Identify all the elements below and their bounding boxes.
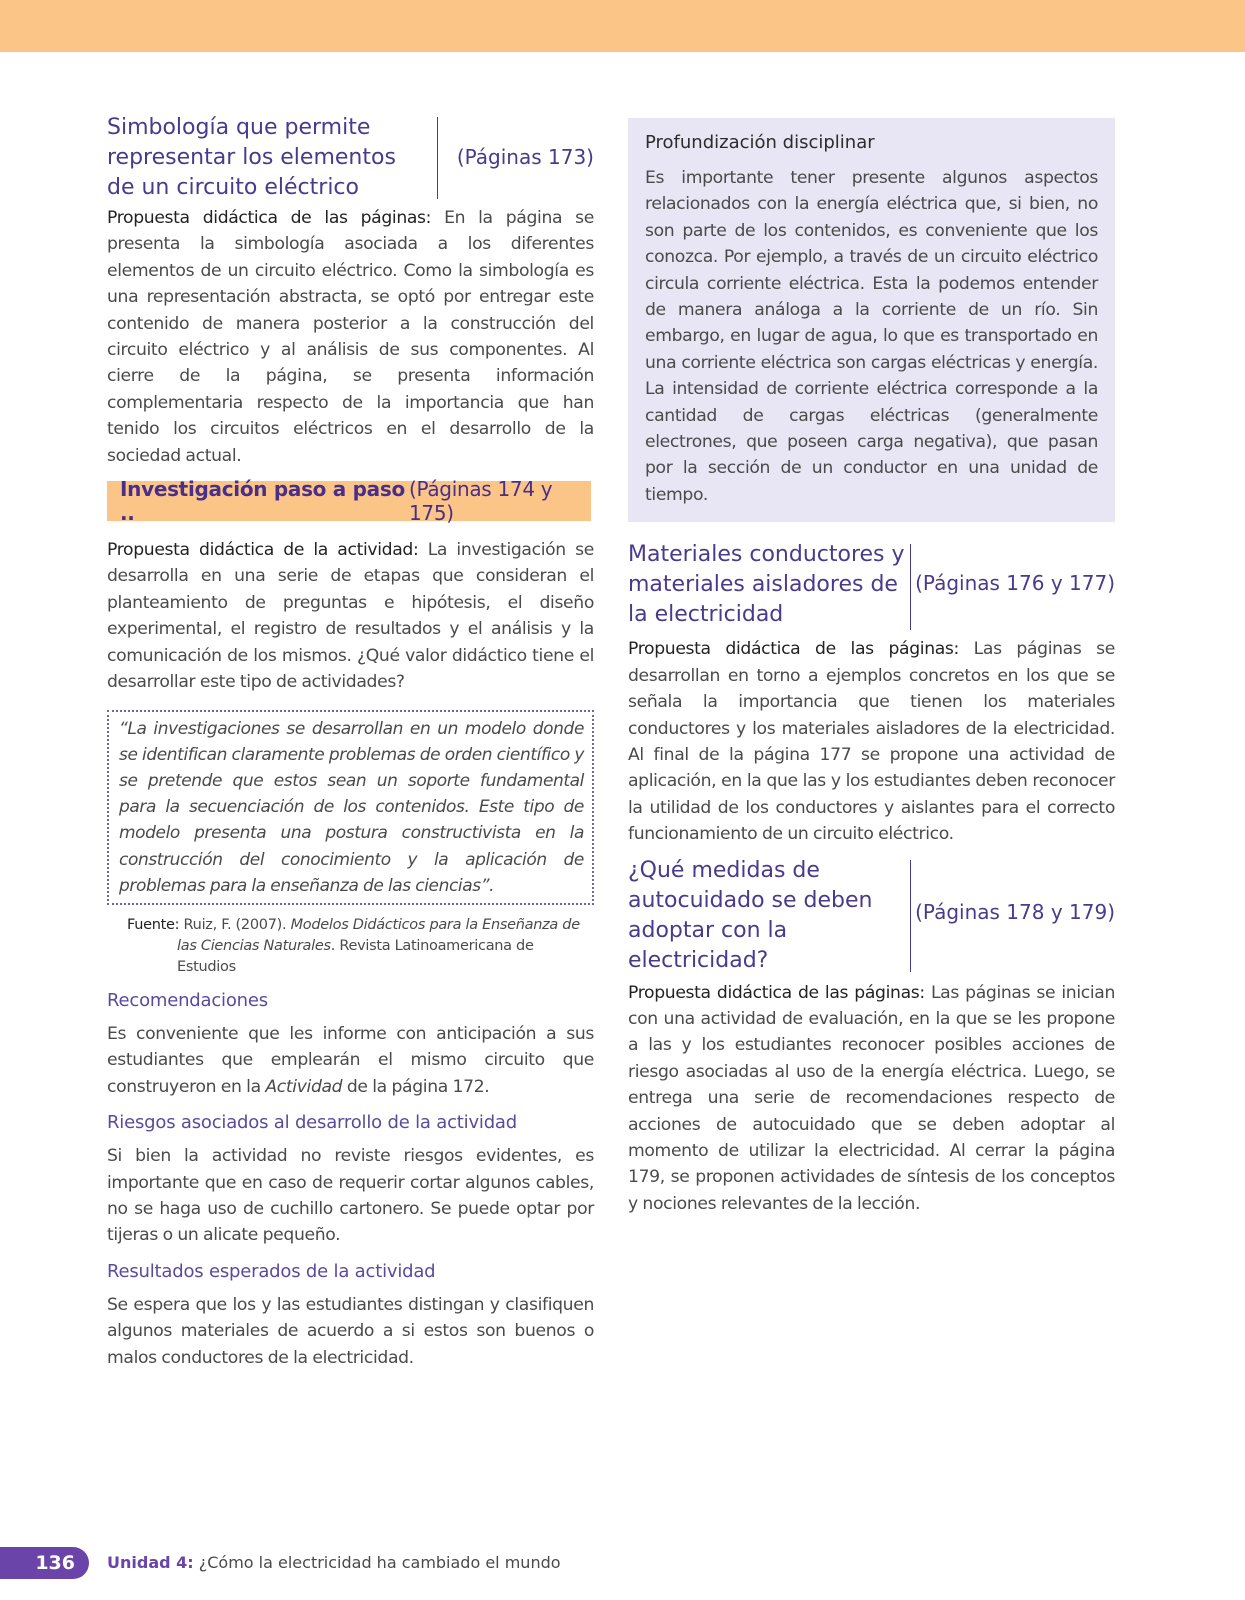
recommendations-heading: Recomendaciones — [107, 989, 268, 1011]
paragraph-text-end: de la página 172. — [342, 1076, 490, 1097]
header-divider — [437, 117, 438, 199]
results-heading: Resultados esperados de la actividad — [107, 1260, 436, 1282]
source-rest: . Revista Latinoamericana de Estudios — [177, 937, 534, 975]
right-column — [628, 118, 1115, 1217]
investigation-title: Investigación paso a paso .. — [120, 477, 405, 526]
selfcare-paragraph — [628, 980, 1115, 1218]
paragraph-text: La investigación se desarrolla en una serie de etapas que consideran el planteamiento de preguntas e hipótesis, el diseño experimental, el registro de resultados y el análisis y la comunicación de los mismos. ¿Qué valor didáctico tiene el desarrollar este tipo de actividades? — [107, 540, 594, 693]
quote-source — [107, 915, 594, 978]
section-title: Materiales conductores y materiales aisladores de la electricidad — [628, 542, 905, 628]
quote-text: “La investigaciones se desarrollan en un modelo donde se identifican claramente problemas de orden científico y se pretende que estos sean un soporte fundamental para la secuenciación de los contenidos. Este tipo de modelo presenta una postura constructivista en la construcción del conocimiento y la aplicación de problemas para la enseñanza de las ciencias”. — [119, 718, 584, 896]
paragraph-text: En la página se presenta la simbología asociada a los diferentes elementos de un circuito eléctrico. Como la simbología es una representación abstracta, se optó por entregar este contenido de manera posterior a la construcción del circuito eléctrico y al análisis de sus componentes. Al cierre de la página, se presenta información complementaria respecto de la importancia que han tenido los circuitos eléctricos en el desarrollo de la sociedad actual. — [107, 208, 594, 466]
investigation-pages: (Páginas 174 y 175) — [408, 477, 553, 526]
section-title: ¿Qué medidas de autocuidado se deben adoptar con la electricidad? — [628, 857, 873, 973]
unit-title: ¿Cómo la electricidad ha cambiado el mundo — [193, 1553, 561, 1572]
section-pages: (Páginas 178 y 179) — [915, 899, 1115, 924]
risks-paragraph: Si bien la actividad no reviste riesgos evidentes, es importante que en caso de requerir cortar algunos cables, no se haga uso de cuchillo cartonero. Se puede optar por tijeras o un alicate pequeño. — [107, 1146, 594, 1246]
paragraph-lead: Propuesta didáctica de las páginas: — [628, 639, 959, 660]
results-paragraph: Se espera que los y las estudiantes distingan y clasifiquen algunos materiales de acuerdo a si estos son buenos o malos conductores de la electricidad. — [107, 1294, 594, 1368]
investigation-banner — [107, 477, 591, 526]
recommendations-paragraph — [107, 1021, 594, 1100]
box-paragraph: Es importante tener presente algunos aspectos relacionados con la energía eléctrica que, si bien, no son parte de los contenidos, es conveniente que los conozca. Por ejemplo, a través de un circuito eléctrico circula corriente eléctrica. Esta la podemos entender de manera análoga a la corriente de un río. Sin embargo, en lugar de agua, lo que es transportado en una corriente eléctrica son cargas eléctricas y energía. La intensidad de corriente eléctrica corresponde a la cantidad de cargas eléctricas (generalmente electrones, que poseen carga negativa), que pasan por la sección de un conductor en una unidad de tiempo. — [645, 168, 1098, 505]
source-title: Modelos Didácticos para la Enseñanza de — [290, 916, 580, 933]
source-line-2 — [127, 936, 594, 978]
materials-paragraph — [628, 636, 1115, 847]
top-color-band — [0, 0, 1245, 52]
paragraph-text: Las páginas se desarrollan en torno a ejemplos concretos en los que se señala la importancia que tienen los materiales conductores y los materiales aisladores de la electricidad. Al final de la página 177 se propone una actividad de aplicación, en la que las y los estudiantes deben reconocer la utilidad de los conductores y aislantes para el correcto funcionamiento de un circuito eléctrico. — [628, 639, 1115, 845]
source-author: Ruiz, F. (2007). — [179, 916, 291, 933]
section-pages: (Páginas 173) — [456, 145, 594, 169]
quote-box — [107, 710, 594, 905]
section-header-symbology — [107, 113, 594, 201]
paragraph-lead: Propuesta didáctica de las páginas: — [107, 208, 432, 228]
source-label: Fuente: — [127, 916, 180, 933]
box-title: Profundización disciplinar — [645, 132, 875, 153]
section-header-selfcare — [628, 856, 1115, 974]
paragraph-italic: Actividad — [265, 1076, 343, 1097]
header-divider — [910, 860, 911, 972]
paragraph-lead: Propuesta didáctica de las páginas: — [628, 982, 925, 1003]
source-title-cont: las Ciencias Naturales — [177, 937, 331, 954]
section-title: Simbología que permite representar los elementos de un circuito eléctrico — [107, 115, 396, 200]
paragraph-text: Las páginas se inician con una actividad de evaluación, en la que se les propone a las y los estudiantes reconocer posibles acciones de riesgo asociadas al uso de la energía eléctrica. Luego, se entrega una serie de recomendaciones respecto de acciones de autocuidado que se deben adoptar al momento de utilizar la electricidad. Al cerrar la página 179, se proponen actividades de síntesis de los conceptos y nociones relevantes de la lección. — [628, 982, 1115, 1214]
page-number-tab: 136 — [0, 1547, 89, 1579]
section-paragraph — [107, 205, 594, 469]
section-header-materials — [628, 540, 1115, 630]
risks-heading: Riesgos asociados al desarrollo de la actividad — [107, 1112, 517, 1134]
investigation-paragraph — [107, 537, 594, 695]
unit-label: Unidad 4: — [107, 1553, 194, 1572]
paragraph-text: Es conveniente que les informe con anticipación a sus estudiantes que emplearán el mismo circuito que construyeron en la — [107, 1023, 594, 1097]
deepening-box — [628, 118, 1115, 522]
source-line-1 — [127, 915, 594, 936]
header-divider — [910, 544, 911, 630]
paragraph-lead: Propuesta didáctica de la actividad: — [107, 540, 419, 561]
left-column — [107, 113, 594, 1371]
section-pages: (Páginas 176 y 177) — [915, 571, 1115, 596]
footer-unit-title — [107, 1553, 561, 1572]
